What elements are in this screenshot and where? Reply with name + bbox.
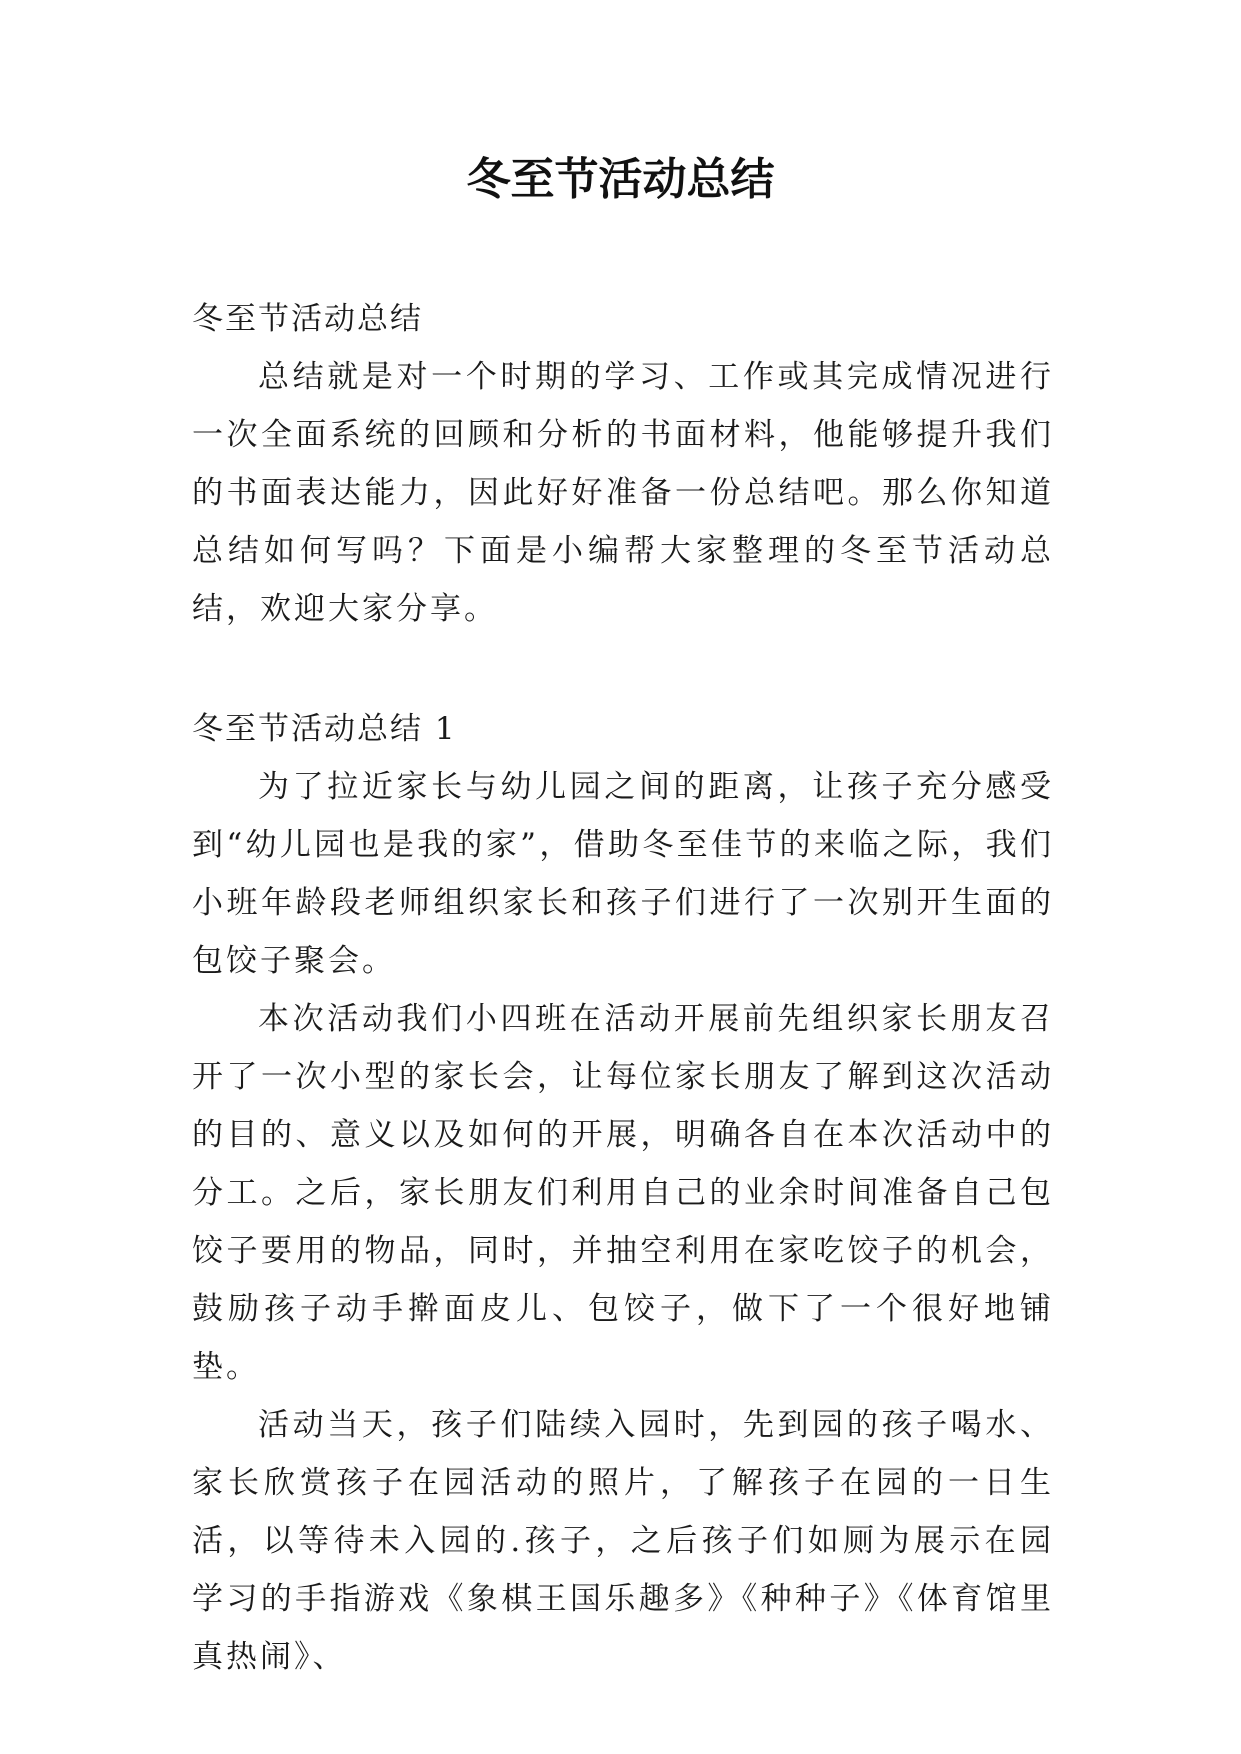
section-spacer (192, 638, 1054, 700)
document-body (192, 290, 1054, 1686)
intro-heading: 冬至节活动总结 (192, 301, 423, 337)
document-title: 冬至节活动总结 (466, 154, 775, 205)
body-paragraph: 本次活动我们小四班在活动开展前先组织家长朋友召开了一次小型的家长会，让每位家长朋友了解到这次活动的目的、意义以及如何的开展，明确各自在本次活动中的分工。之后，家长朋友们利用自己的业余时间准备自己包饺子要用的物品，同时，并抽空利用在家吃饺子的机会，鼓励孩子动手擀面皮儿、包饺子，做下了一个很好地铺垫。 (192, 1001, 1054, 1385)
intro-paragraph: 总结就是对一个时期的学习、工作或其完成情况进行一次全面系统的回顾和分析的书面材料，他能够提升我们的书面表达能力，因此好好准备一份总结吧。那么你知道总结如何写吗？下面是小编帮大家整理的冬至节活动总结，欢迎大家分享。 (192, 359, 1054, 627)
body-paragraph: 活动当天，孩子们陆续入园时，先到园的孩子喝水、家长欣赏孩子在园活动的照片，了解孩子在园的一日生活，以等待未入园的.孩子，之后孩子们如厕为展示在园学习的手指游戏《象棋王国乐趣多》《种种子》《体育馆里真热闹》、 (192, 1407, 1054, 1675)
section-heading: 冬至节活动总结 1 (192, 711, 457, 747)
body-paragraph: 为了拉近家长与幼儿园之间的距离，让孩子充分感受到“幼儿园也是我的家”，借助冬至佳节的来临之际，我们小班年龄段老师组织家长和孩子们进行了一次别开生面的包饺子聚会。 (192, 769, 1054, 979)
